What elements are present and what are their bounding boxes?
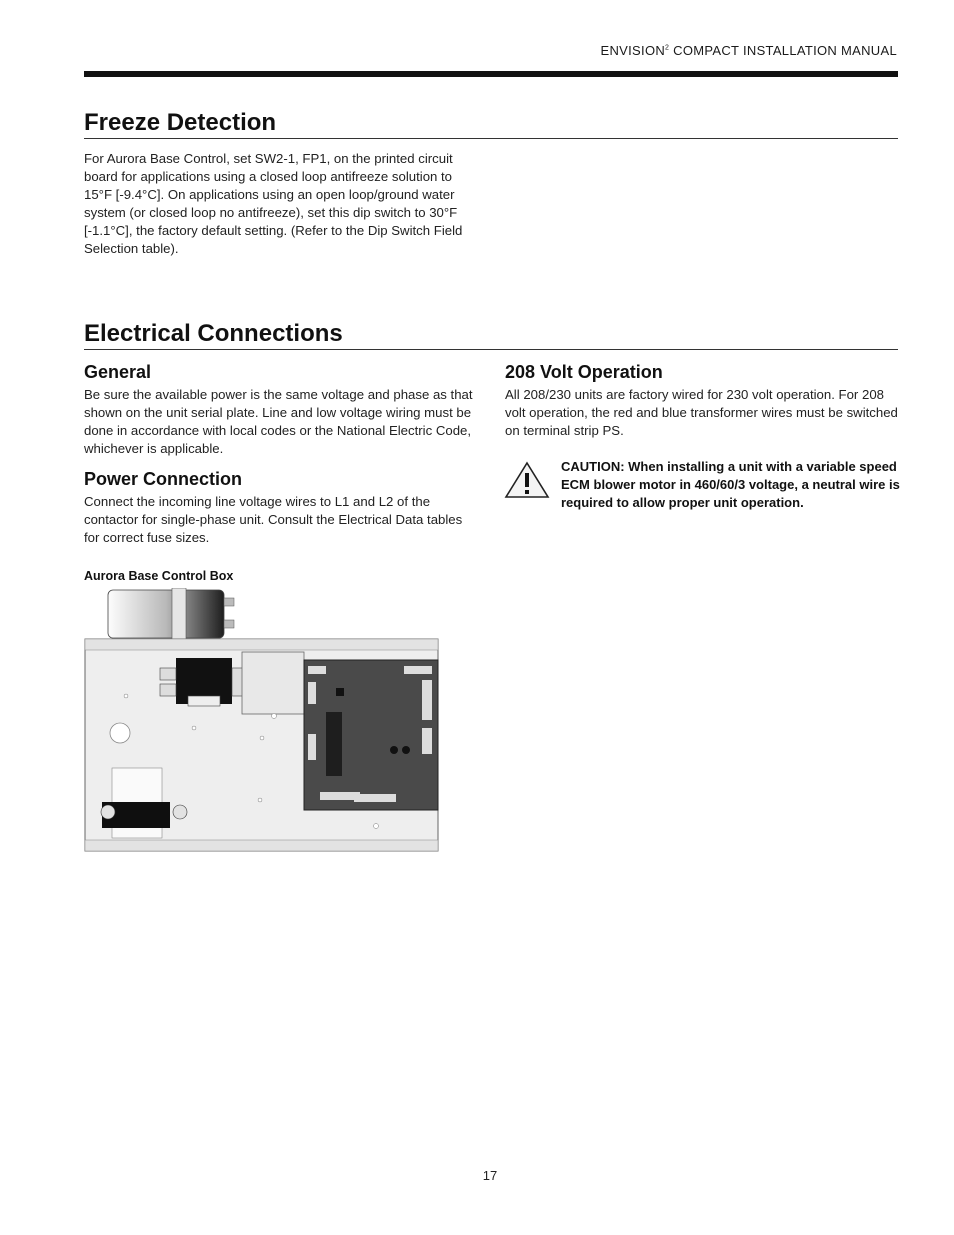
header-rule bbox=[84, 71, 898, 77]
electrical-connections-title: Electrical Connections bbox=[84, 319, 898, 350]
power-connection-body: Connect the incoming line voltage wires to L1 and L2 of the contactor for single-phase unit. Consult the Electrical Data tables for correct fuse sizes. bbox=[84, 494, 463, 545]
page-number: 17 bbox=[482, 1168, 498, 1183]
power-connection-title: Power Connection bbox=[84, 469, 243, 489]
general-title: General bbox=[84, 362, 152, 382]
manual-title: ENVISION$^2$ COMPACT INSTALLATION MANUAL bbox=[600, 43, 897, 58]
208-volt-title: 208 Volt Operation bbox=[505, 362, 663, 382]
freeze-detection-body: For Aurora Base Control, set SW2-1, FP1, on the printed circuit board for applications using a closed loop antifreeze solution to 15°F [-9.4°C]. On applications using an open loop/ground water system (or closed loop no antifreeze), set this dip switch to 30°F [-1.1°C], the factory default setting. (Refer to the Dip Switch Field Selection table). bbox=[84, 151, 463, 256]
208-volt-body: All 208/230 units are factory wired for 230 volt operation. For 208 volt operation, the red and blue transformer wires must be switched on terminal strip PS. bbox=[505, 387, 898, 438]
general-body: Be sure the available power is the same voltage and phase as that shown on the unit serial plate. Line and low voltage wiring must be done in accordance with local codes or the National Electric Code, whichever is applicable. bbox=[84, 387, 473, 456]
freeze-detection-title: Freeze Detection bbox=[84, 108, 898, 139]
warning-triangle-icon bbox=[504, 461, 550, 499]
control-box-illustration bbox=[84, 588, 440, 852]
caution-note: CAUTION: When installing a unit with a variable speed ECM blower motor in 460/60/3 voltage, a neutral wire is required to allow proper unit operation. bbox=[561, 459, 900, 510]
figure-caption: Aurora Base Control Box bbox=[84, 569, 234, 583]
